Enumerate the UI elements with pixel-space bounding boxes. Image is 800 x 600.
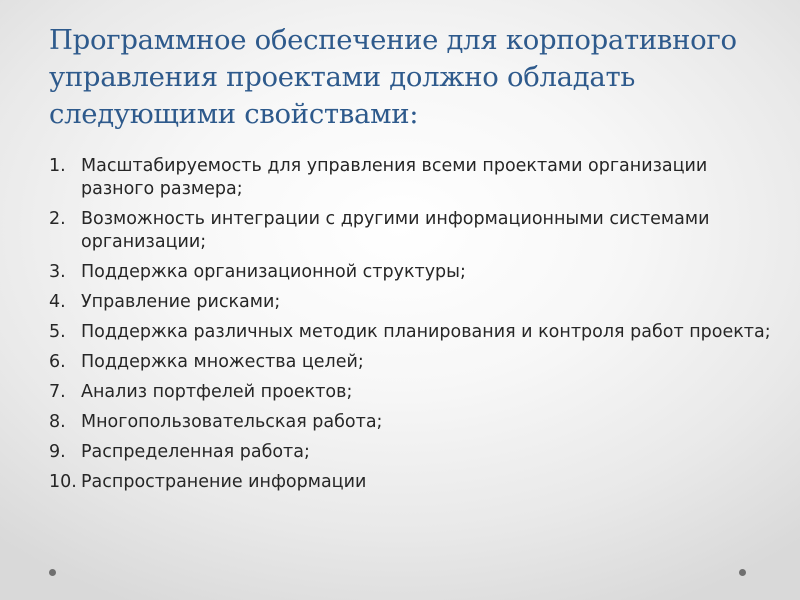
list-item-number: 4.	[49, 292, 66, 312]
list-item-number: 3.	[49, 262, 66, 282]
list-item-text: Анализ портфелей проектов;	[81, 382, 353, 402]
list-item-text: Поддержка организационной структуры;	[81, 262, 466, 282]
navigation-dot-icon	[739, 569, 746, 576]
list-item	[49, 208, 779, 254]
list-item-number: 1.	[49, 156, 66, 176]
list-item-text: Распространение информации	[81, 472, 367, 492]
list-item	[49, 411, 779, 434]
list-item	[49, 261, 779, 284]
list-item-number: 6.	[49, 352, 66, 372]
list-item	[49, 155, 779, 201]
navigation-dot-icon	[49, 569, 56, 576]
list-item-number: 10.	[49, 472, 77, 492]
list-item	[49, 351, 779, 374]
list-item-text: Поддержка множества целей;	[81, 352, 364, 372]
list-item-text: Масштабируемость для управления всеми проектами организации разного размера;	[81, 156, 708, 199]
slide-title-line: следующими свойствами:	[49, 98, 419, 130]
properties-list	[49, 155, 779, 501]
slide-title-line: управления проектами должно обладать	[49, 61, 636, 93]
list-item-number: 8.	[49, 412, 66, 432]
list-item-number: 7.	[49, 382, 66, 402]
list-item	[49, 321, 779, 344]
list-item-text: Возможность интеграции с другими информационными системами организации;	[81, 209, 710, 252]
slide-title	[49, 22, 769, 133]
list-item-number: 5.	[49, 322, 66, 342]
list-item-text: Распределенная работа;	[81, 442, 310, 462]
list-item-text: Многопользовательская работа;	[81, 412, 383, 432]
list-item-text: Управление рисками;	[81, 292, 281, 312]
list-item	[49, 381, 779, 404]
list-item-text: Поддержка различных методик планирования и контроля работ проекта;	[81, 322, 771, 342]
list-item	[49, 441, 779, 464]
list-item	[49, 471, 779, 494]
list-item-number: 9.	[49, 442, 66, 462]
slide-title-line: Программное обеспечение для корпоративного	[49, 24, 737, 56]
list-item	[49, 291, 779, 314]
list-item-number: 2.	[49, 209, 66, 229]
